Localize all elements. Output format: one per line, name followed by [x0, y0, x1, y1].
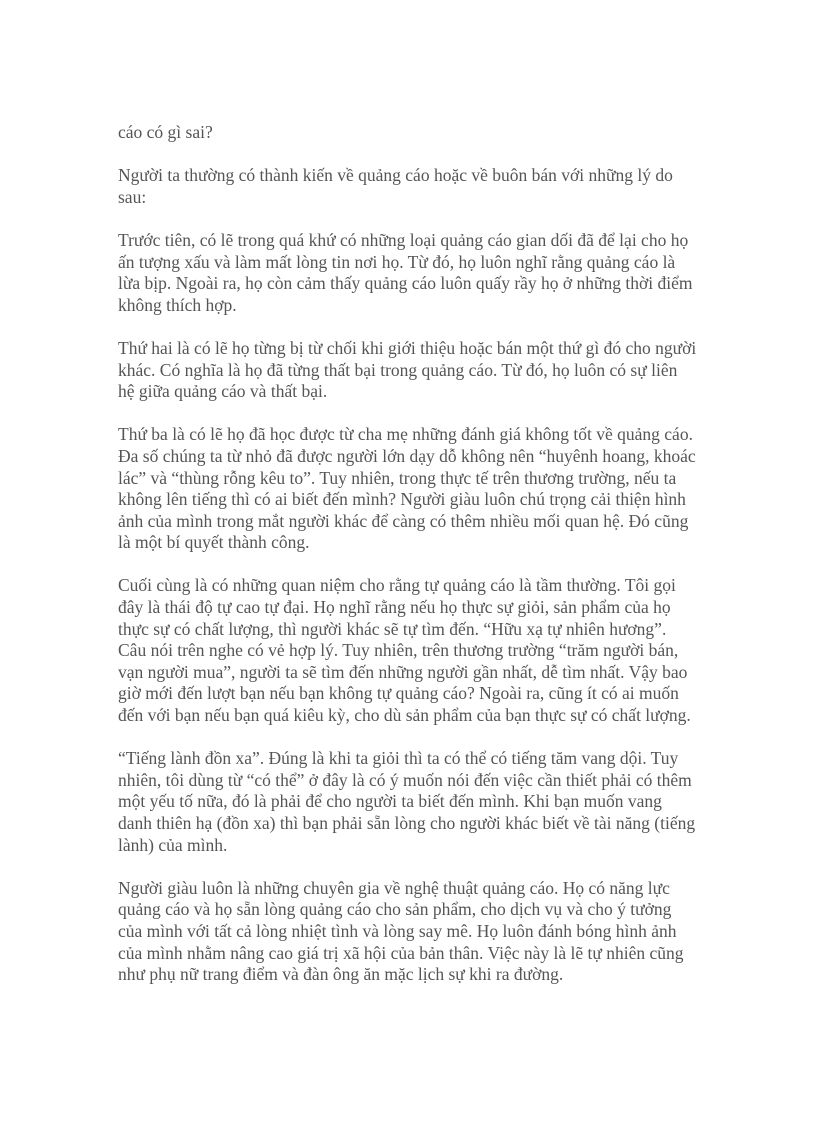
paragraph-reputation: “Tiếng lành đồn xa”. Đúng là khi ta giỏi thì ta có thể có tiếng tăm vang dội. Tuy nhiên, tôi dùng từ “có thể” ở đây là có ý muốn nói đến việc cần thiết phải có thêm một yếu tố nữa, đó là phải để cho người ta biết đến mình. Khi bạn muốn vang danh thiên hạ (đồn xa) thì bạn phải sẵn lòng cho người khác biết về tài năng (tiếng lành) của mình. [118, 748, 696, 855]
document-page [118, 122, 698, 1007]
paragraph-first-reason: Trước tiên, có lẽ trong quá khứ có những loại quảng cáo gian dối đã để lại cho họ ấn tượng xấu và làm mất lòng tin nơi họ. Từ đó, họ luôn nghĩ rằng quảng cáo là lừa bịp. Ngoài ra, họ còn cảm thấy quảng cáo luôn quấy rầy họ ở những thời điểm không thích hợp. [118, 229, 693, 315]
paragraph-final-reason: Cuối cùng là có những quan niệm cho rằng tự quảng cáo là tầm thường. Tôi gọi đây là thái độ tự cao tự đại. Họ nghĩ rằng nếu họ thực sự giỏi, sản phẩm của họ thực sự có chất lượng, thì người khác sẽ tự tìm đến. “Hữu xạ tự nhiên hương”. Câu nói trên nghe có vẻ hợp lý. Tuy nhiên, trên thương trường “trăm người bán, vạn người mua”, người ta sẽ tìm đến những người gần nhất, dễ tìm nhất. Vậy bao giờ mới đến lượt bạn nếu bạn không tự quảng cáo? Ngoài ra, cũng ít có ai muốn đến với bạn nếu bạn quá kiêu kỳ, cho dù sản phẩm của bạn thực sự có chất lượng. [118, 575, 691, 726]
paragraph-fragment: cáo có gì sai? [118, 122, 213, 142]
paragraph-intro: Người ta thường có thành kiến về quảng cáo hoặc về buôn bán với những lý do sau: [118, 165, 673, 207]
paragraph-second-reason: Thứ hai là có lẽ họ từng bị từ chối khi giới thiệu hoặc bán một thứ gì đó cho người khác. Có nghĩa là họ đã từng thất bại trong quảng cáo. Từ đó, họ luôn có sự liên hệ giữa quảng cáo và thất bại. [118, 337, 697, 402]
paragraph-conclusion: Người giàu luôn là những chuyên gia về nghệ thuật quảng cáo. Họ có năng lực quảng cáo và họ sẵn lòng quảng cáo cho sản phẩm, cho dịch vụ và cho ý tưởng của mình với tất cả lòng nhiệt tình và lòng say mê. Họ luôn đánh bóng hình ảnh của mình nhằm nâng cao giá trị xã hội của bản thân. Việc này là lẽ tự nhiên cũng như phụ nữ trang điểm và đàn ông ăn mặc lịch sự khi ra đường. [118, 877, 684, 985]
paragraph-third-reason: Thứ ba là có lẽ họ đã học được từ cha mẹ những đánh giá không tốt về quảng cáo. Đa số chúng ta từ nhỏ đã được người lớn dạy dỗ không nên “huyênh hoang, khoác lác” và “thùng rỗng kêu to”. Tuy nhiên, trong thực tế trên thương trường, nếu ta không lên tiếng thì có ai biết đến mình? Người giàu luôn chú trọng cải thiện hình ảnh của mình trong mắt người khác để càng có thêm nhiều mối quan hệ. Đó cũng là một bí quyết thành công. [118, 424, 696, 553]
